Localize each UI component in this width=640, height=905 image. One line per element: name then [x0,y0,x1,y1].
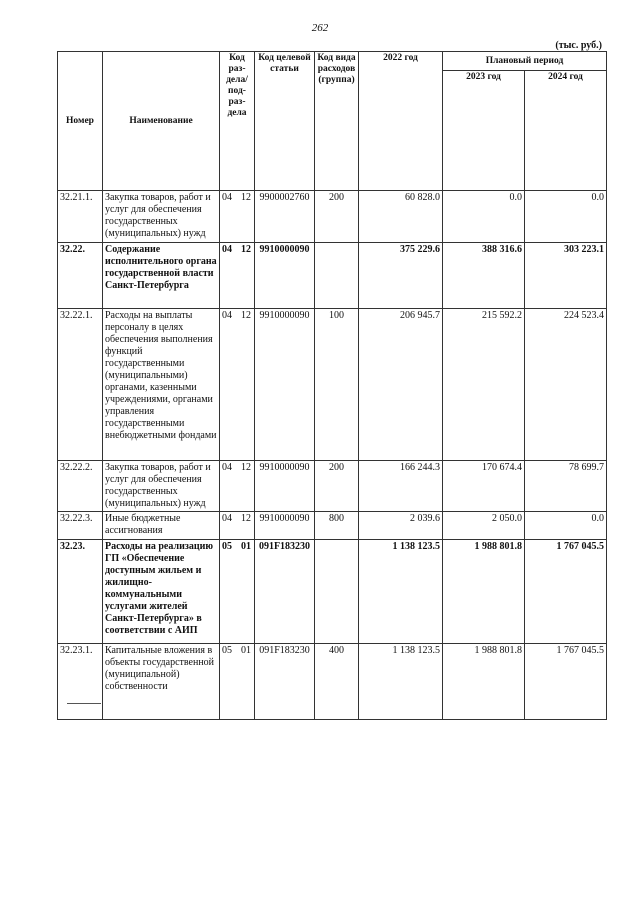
row-number: 32.22. [58,243,103,309]
row-section-code [220,644,255,720]
table-body [58,191,607,720]
header-section-code: Код раз-дела/ под-раз-дела [220,52,255,191]
row-value-2022: 375 229.6 [359,243,443,309]
row-value-2024: 303 223.1 [525,243,607,309]
row-name: Содержание исполнительного органа государственной власти Санкт-Петербурга [103,243,220,309]
row-section-code [220,243,255,309]
row-expense-code: 200 [315,191,359,243]
row-expense-code: 800 [315,512,359,540]
row-number: 32.22.3. [58,512,103,540]
row-section-code [220,512,255,540]
row-section-code [220,540,255,644]
row-subsection: 12 [241,513,251,524]
row-value-2023: 2 050.0 [443,512,525,540]
table-row [58,461,607,512]
table-row [58,243,607,309]
row-value-2023: 170 674.4 [443,461,525,512]
header-year-2023: 2023 год [443,71,525,191]
header-year-2024: 2024 год [525,71,607,191]
row-value-2024: 0.0 [525,191,607,243]
row-section: 05 [222,541,232,552]
row-name: Закупка товаров, работ и услуг для обеспечения государственных (муниципальных) нужд [103,461,220,512]
row-value-2022: 60 828.0 [359,191,443,243]
row-value-2022: 1 138 123.5 [359,644,443,720]
table-row [58,540,607,644]
row-section-code [220,461,255,512]
row-section-code [220,191,255,243]
header-target-code: Код целевой статьи [255,52,315,191]
table-row [58,191,607,243]
row-value-2024: 1 767 045.5 [525,644,607,720]
row-value-2022: 206 945.7 [359,309,443,461]
row-value-2023: 1 988 801.8 [443,540,525,644]
row-value-2023: 1 988 801.8 [443,644,525,720]
header-expense-code: Код вида расходов (группа) [315,52,359,191]
row-value-2024: 224 523.4 [525,309,607,461]
row-number: 32.21.1. [58,191,103,243]
row-value-2022: 2 039.6 [359,512,443,540]
row-name: Расходы на реализацию ГП «Обеспечение доступным жильем и жилищно-коммунальными услугами жителей Санкт-Петербурга» в соответствии с АИП [103,540,220,644]
header-row-top [58,52,607,71]
row-value-2023: 0.0 [443,191,525,243]
budget-table [57,51,607,720]
row-expense-code [315,540,359,644]
row-target-code: 9910000090 [255,512,315,540]
row-name: Расходы на выплаты персоналу в целях обеспечения выполнения функций государственными (муниципальными) органами, казенными учреждениями, органами управления государственными внебюджетными фондами [103,309,220,461]
row-section: 04 [222,310,232,321]
row-value-2022: 166 244.3 [359,461,443,512]
row-subsection: 12 [241,192,251,203]
row-target-code: 9910000090 [255,243,315,309]
table-row [58,309,607,461]
row-subsection: 01 [241,541,251,552]
row-value-2024: 0.0 [525,512,607,540]
row-name: Иные бюджетные ассигнования [103,512,220,540]
row-target-code: 9910000090 [255,309,315,461]
row-number: 32.22.1. [58,309,103,461]
row-subsection: 12 [241,462,251,473]
row-number: 32.22.2. [58,461,103,512]
row-number: 32.23. [58,540,103,644]
table-row [58,644,607,720]
row-subsection: 12 [241,244,251,255]
row-section: 04 [222,244,232,255]
row-target-code: 9900002760 [255,191,315,243]
row-expense-code: 200 [315,461,359,512]
row-value-2024: 78 699.7 [525,461,607,512]
row-section: 04 [222,462,232,473]
row-section: 04 [222,513,232,524]
header-plan-period: Плановый период [443,52,607,71]
row-value-2024: 1 767 045.5 [525,540,607,644]
units-label: (тыс. руб.) [555,40,602,51]
header-name: Наименование [103,52,220,191]
row-value-2023: 215 592.2 [443,309,525,461]
row-value-2022: 1 138 123.5 [359,540,443,644]
row-expense-code: 100 [315,309,359,461]
table-row [58,512,607,540]
row-number: 32.23.1. [58,644,103,720]
row-name: Капитальные вложения в объекты государственной (муниципальной) собственности [103,644,220,720]
row-target-code: 9910000090 [255,461,315,512]
row-section: 05 [222,645,232,656]
header-number: Номер [58,52,103,191]
row-subsection: 01 [241,645,251,656]
row-expense-code: 400 [315,644,359,720]
row-expense-code [315,243,359,309]
row-subsection: 12 [241,310,251,321]
header-year-2022: 2022 год [359,52,443,191]
row-target-code: 091F183230 [255,644,315,720]
row-name: Закупка товаров, работ и услуг для обеспечения государственных (муниципальных) нужд [103,191,220,243]
row-value-2023: 388 316.6 [443,243,525,309]
page-number: 262 [311,22,329,34]
bottom-rule [67,703,101,704]
row-section-code [220,309,255,461]
row-section: 04 [222,192,232,203]
row-target-code: 091F183230 [255,540,315,644]
